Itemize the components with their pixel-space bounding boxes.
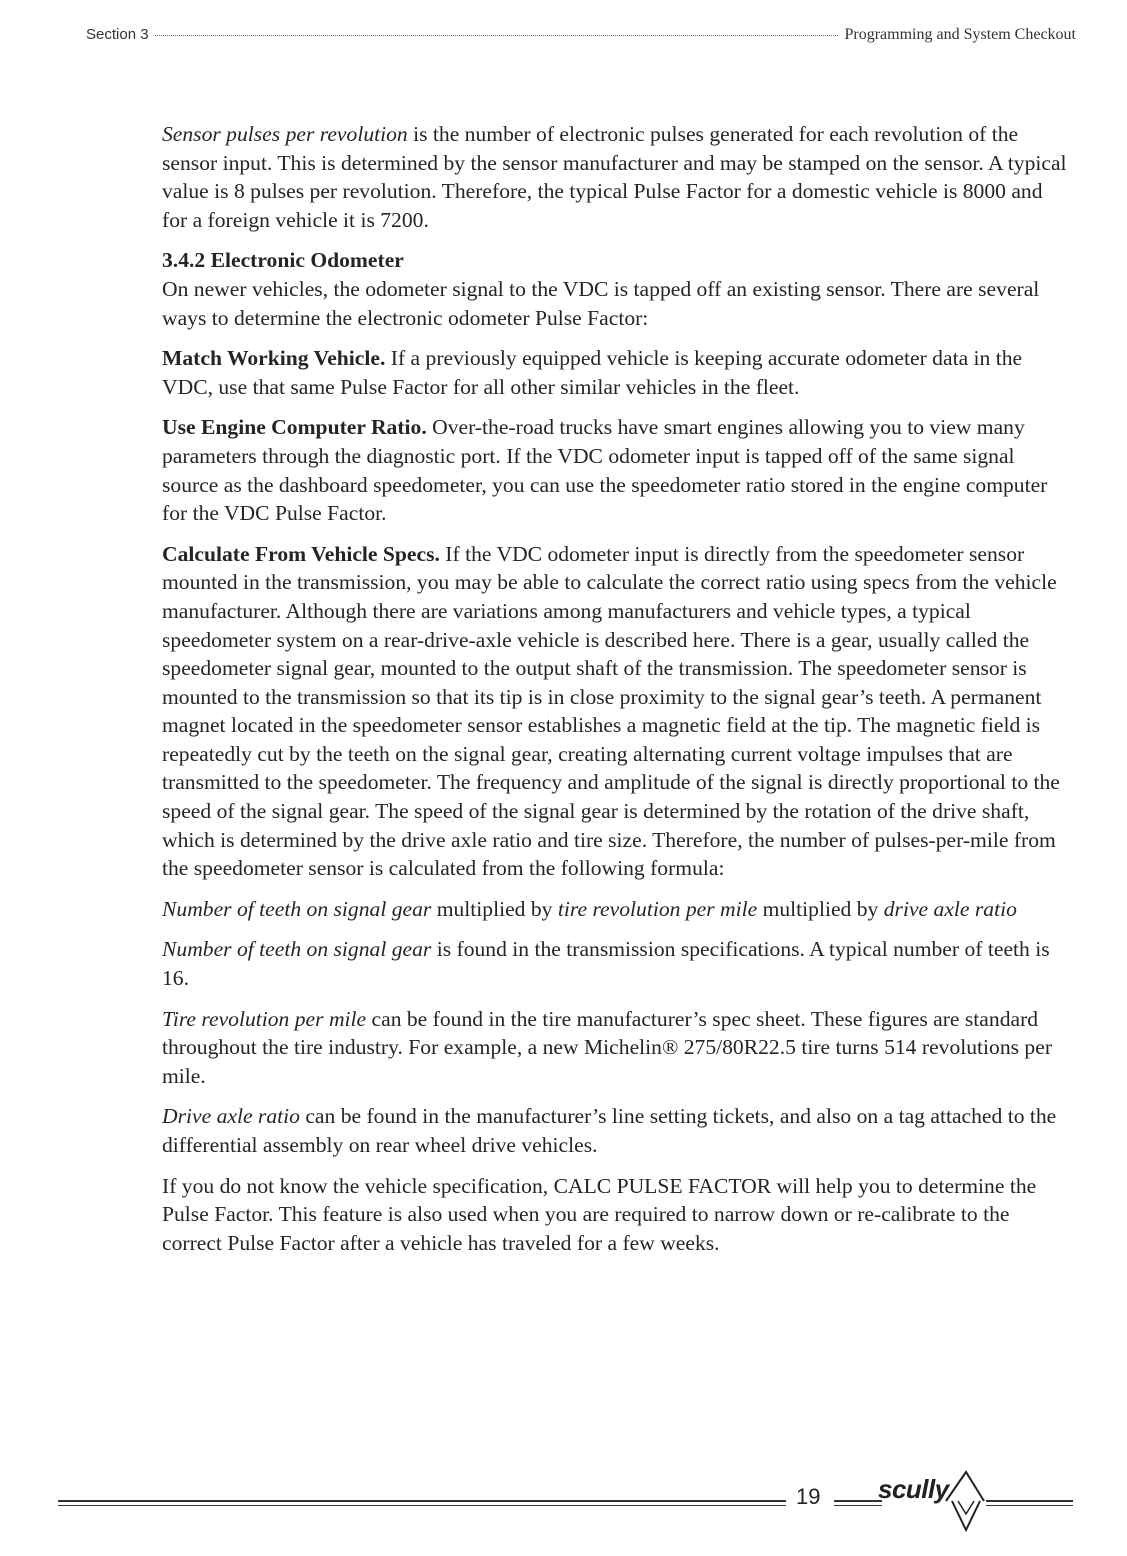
scully-logo [876, 1466, 986, 1536]
formula-operator: multiplied by [757, 896, 884, 921]
definition-paragraph-tire-revolution [162, 1005, 1072, 1091]
section-heading: 3.4.2 Electronic Odometer [162, 248, 404, 273]
method-paragraph-calculate-from-specs [162, 540, 1072, 883]
formula-term-axle-ratio: drive axle ratio [883, 896, 1017, 921]
method-lead: Calculate From Vehicle Specs. [162, 541, 440, 566]
page-footer [58, 1474, 1073, 1544]
intro-text: is the number of electronic pulses generated for each revolution of the sensor input. This is determined by the sensor manufacturer and may be stamped on the sensor. A typical value is 8 pulses per revolution. Therefore, the typical Pulse Factor for a domestic vehicle is 8000 and for a foreign vehicle it is 7200. [162, 122, 1067, 232]
definition-paragraph-axle-ratio [162, 1102, 1072, 1159]
closing-paragraph: If you do not know the vehicle specification, CALC PULSE FACTOR will help you to determine the Pulse Factor. This feature is also used when you are required to narrow down or re-calibrate to the correct Pulse Factor after a vehicle has traveled for a few weeks. [162, 1173, 1037, 1255]
definition-term: Number of teeth on signal gear [162, 937, 432, 962]
method-text: If a previously equipped vehicle is keeping accurate odometer data in the VDC, use that same Pulse Factor for all other similar vehicles in the fleet. [162, 346, 1023, 399]
method-paragraph-engine-computer-ratio [162, 413, 1072, 527]
definition-text: can be found in the tire manufacturer’s spec sheet. These figures are standard throughout the tire industry. For example, a new Michelin® 275/80R22.5 tire turns 514 revolutions per mile. [162, 1006, 1053, 1088]
method-text: Over-the-road trucks have smart engines allowing you to view many parameters through the diagnostic port. If the VDC odometer input is tapped off of the same signal source as the dashboard speedometer, you can use the speedometer ratio stored in the engine computer for the VDC Pulse Factor. [162, 415, 1048, 526]
formula-paragraph [162, 895, 1072, 924]
footer-rule-left [58, 1500, 786, 1506]
page-body [162, 120, 1072, 1257]
header-title: Programming and System Checkout [844, 26, 1076, 43]
method-paragraph-match-working-vehicle [162, 344, 1072, 401]
definition-text: can be found in the manufacturer’s line setting tickets, and also on a tag attached to the differential assembly on rear wheel drive vehicles. [162, 1104, 1057, 1157]
section-intro-paragraph: On newer vehicles, the odometer signal to the VDC is tapped off an existing sensor. There are several ways to determine the electronic odometer Pulse Factor: [162, 276, 1040, 330]
definition-term: Drive axle ratio [162, 1104, 300, 1129]
formula-term-tire-revolution: tire revolution per mile [557, 896, 758, 921]
method-lead: Match Working Vehicle. [162, 346, 386, 371]
page-number: 19 [796, 1484, 821, 1509]
intro-term: Sensor pulses per revolution [162, 122, 408, 146]
method-text: If the VDC odometer input is directly from the speedometer sensor mounted in the transmission, you may be able to calculate the correct ratio using specs from the vehicle manufacturer. Although there are variations among manufacturers and vehicle types, a typical speedometer system on a rear-drive-axle vehicle is described here. There is a gear, usually called the speedometer signal gear, mounted to the output shaft of the transmission. The speedometer sensor is mounted to the transmission so that its tip is in close proximity to the signal gear’s teeth. A permanent magnet located in the speedometer sensor establishes a magnetic field at the tip. The magnetic field is repeatedly cut by the teeth on the signal gear, creating alternating current voltage impulses that are transmitted to the speedometer. The frequency and amplitude of the signal is directly proportional to the speed of the signal gear. The speed of the signal gear is determined by the rotation of the drive shaft, which is determined by the drive axle ratio and tire size. Therefore, the number of pulses-per-mile from the speedometer sensor is calculated from the following formula: [162, 541, 1060, 881]
header-dot-leader [155, 35, 839, 36]
logo-mountain-icon [944, 1466, 986, 1536]
definition-term: Tire revolution per mile [162, 1006, 367, 1031]
formula-operator: multiplied by [431, 896, 558, 921]
footer-rule-middle [834, 1500, 882, 1506]
header-section-label: Section 3 [86, 26, 149, 43]
logo-wordmark: scully [878, 1474, 949, 1504]
method-lead: Use Engine Computer Ratio. [162, 415, 427, 440]
page-header [86, 26, 1076, 44]
formula-term-teeth: Number of teeth on signal gear [162, 896, 432, 921]
definition-paragraph-teeth [162, 935, 1072, 992]
footer-rule-right [986, 1500, 1073, 1506]
intro-paragraph [162, 120, 1072, 234]
definition-text: is found in the transmission specifications. A typical number of teeth is 16. [162, 937, 1050, 991]
